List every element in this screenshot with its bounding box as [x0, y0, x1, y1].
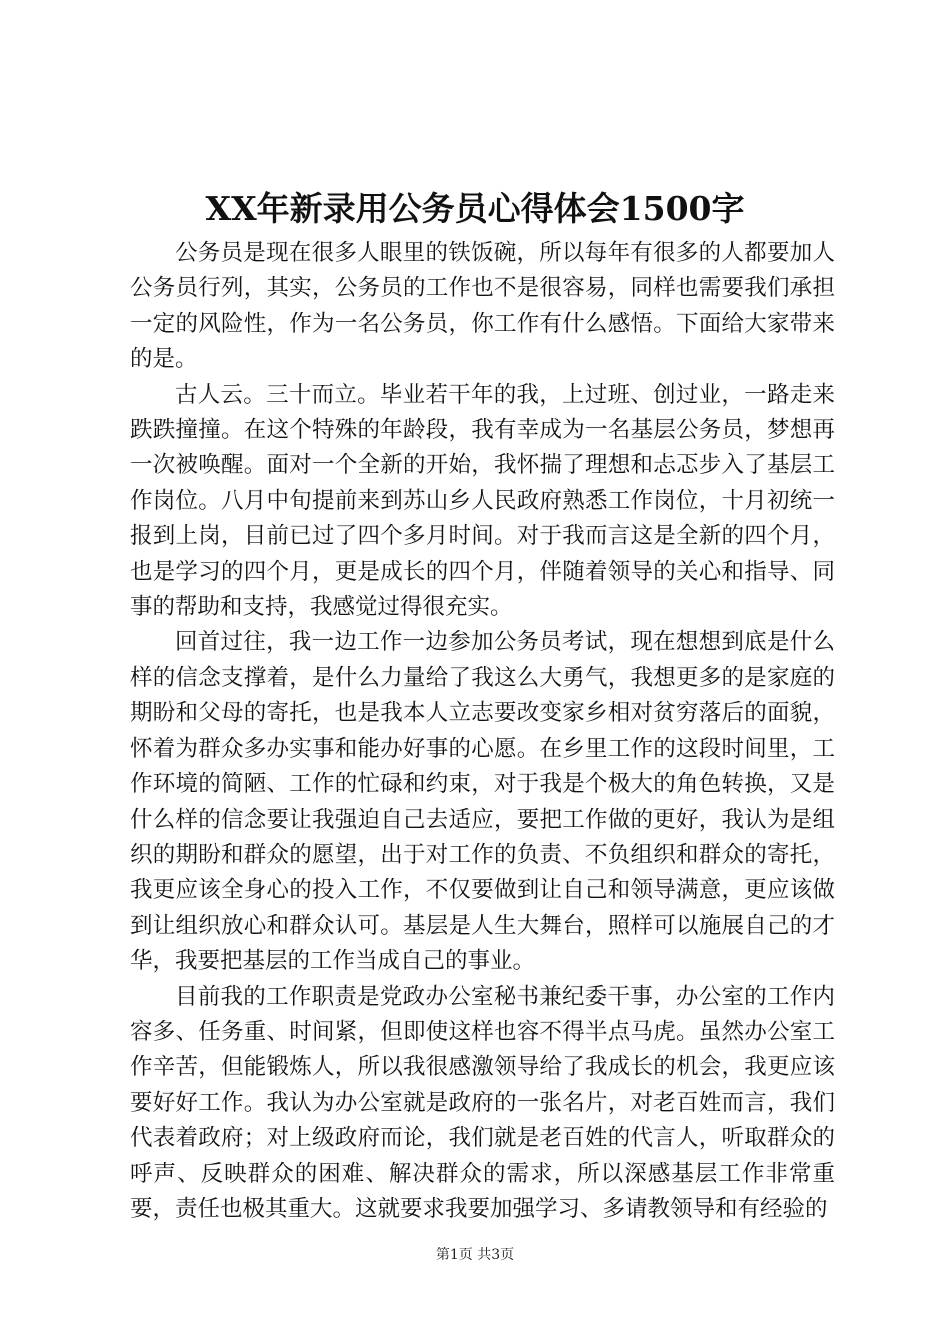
paragraph-4: 目前我的工作职责是党政办公室秘书兼纪委干事，办公室的工作内容多、任务重、时间紧，但即使这样也容不得半点马虎。虽然办公室工作辛苦，但能锻炼人，所以我很感激领导给了我成长的机会，我更应该要好好工作。我认为办公室就是政府的一张名片，对老百姓而言，我们代表着政府；对上级政府而论，我们就是老百姓的代言人，听取群众的呼声、反映群众的困难、解决群众的需求，所以深感基层工作非常重要，责任也极其重大。这就要求我要加强学习、多请教领导和有经验的: [130, 983, 835, 1222]
document-body: [130, 236, 835, 1227]
paragraph-3: 回首过往，我一边工作一边参加公务员考试，现在想想到底是什么样的信念支撑着，是什么力量给了我这么大勇气，我想更多的是家庭的期盼和父母的寄托，也是我本人立志要改变家乡相对贫穷落后的面貌，怀着为群众多办实事和能办好事的心愿。在乡里工作的这段时间里，工作环境的简陋、工作的忙碌和约束，对于我是个极大的角色转换，又是什么样的信念要让我强迫自己去适应，要把工作做的更好，我认为是组织的期盼和群众的愿望，出于对工作的负责、不负组织和群众的寄托，我更应该全身心的投入工作，不仅要做到让自己和领导满意，更应该做到让组织放心和群众认可。基层是人生大舞台，照样可以施展自己的才华，我要把基层的工作当成自己的事业。: [130, 629, 835, 975]
paragraph-1: 公务员是现在很多人眼里的铁饭碗，所以每年有很多的人都要加人公务员行列，其实，公务员的工作也不是很容易，同样也需要我们承担一定的风险性，作为一名公务员，你工作有什么感悟。下面给大家带来的是。: [130, 240, 835, 373]
page-number-footer: 第1页 共3页: [435, 1247, 515, 1263]
document-title: XX年新录用公务员心得体会1500字: [205, 189, 745, 228]
paragraph-2: 古人云。三十而立。毕业若干年的我，上过班、创过业，一路走来跌跌撞撞。在这个特殊的年龄段，我有幸成为一名基层公务员，梦想再一次被唤醒。面对一个全新的开始，我怀揣了理想和忐忑步入了基层工作岗位。八月中旬提前来到苏山乡人民政府熟悉工作岗位，十月初统一报到上岗，目前已过了四个多月时间。对于我而言这是全新的四个月，也是学习的四个月，更是成长的四个月，伴随着领导的关心和指导、同事的帮助和支持，我感觉过得很充实。: [130, 381, 835, 621]
